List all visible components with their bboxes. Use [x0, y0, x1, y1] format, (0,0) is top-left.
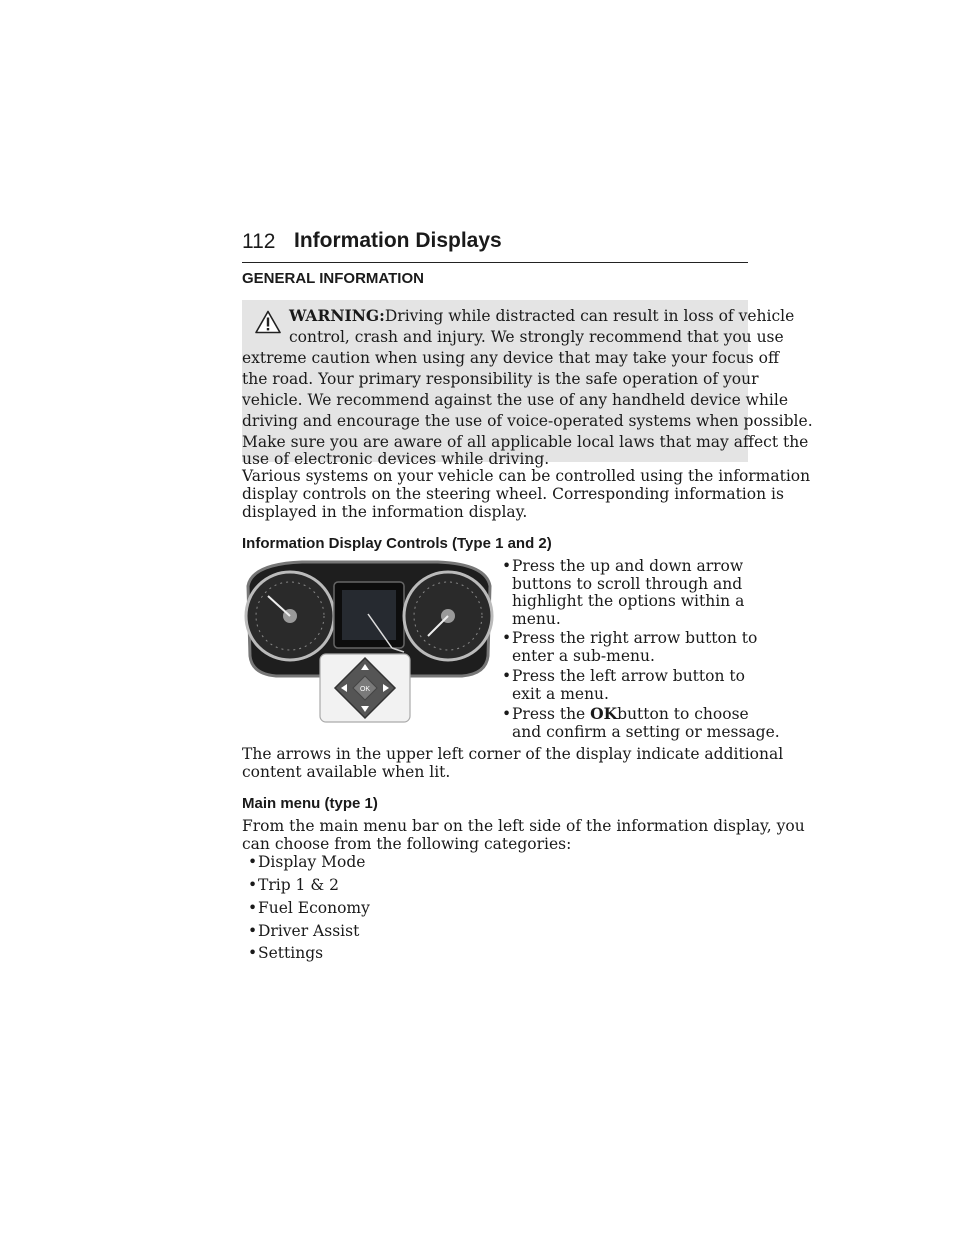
list-item-line: exit a menu. [512, 685, 609, 703]
arrows-note-line: content available when lit. [242, 763, 451, 781]
main-menu-line: From the main menu bar on the left side of the information display, you [242, 817, 805, 835]
warning-line: the road. Your primary responsibility is the safe operation of your [242, 370, 759, 388]
list-item: • Driver Assist [248, 922, 360, 940]
warning-line: WARNING:Driving while distracted can result in loss of vehicle [289, 306, 795, 325]
warning-line: use of electronic devices while driving. [242, 450, 550, 468]
section-title: GENERAL INFORMATION [242, 270, 424, 287]
page-number: 112 [242, 230, 276, 253]
ok-bold: OK [590, 704, 618, 723]
warning-line: driving and encourage the use of voice-operated systems when possible. [242, 412, 813, 430]
controls-heading: Information Display Controls (Type 1 and 2) [242, 535, 552, 552]
warning-box [242, 300, 813, 468]
list-item: • Settings [248, 944, 324, 962]
list-item: • Fuel Economy [248, 899, 370, 917]
intro-line: display controls on the steering wheel. Corresponding information is [242, 485, 784, 503]
list-item-line: buttons to scroll through and [512, 575, 743, 593]
intro-line: Various systems on your vehicle can be controlled using the information [242, 467, 811, 485]
list-item: • Press the left arrow button to [502, 667, 745, 685]
main-menu-line: can choose from the following categories: [242, 835, 572, 853]
intro-line: displayed in the information display. [242, 503, 528, 521]
warning-line: Make sure you are aware of all applicable local laws that may affect the [242, 433, 809, 451]
list-item-line: and confirm a setting or message. [512, 723, 780, 741]
warning-line: extreme caution when using any device that may take your focus off [242, 349, 779, 367]
list-item: • Press the up and down arrow [502, 557, 744, 575]
list-item: • Trip 1 & 2 [248, 876, 339, 894]
ok-button-label: OK [359, 686, 371, 693]
list-item-line: highlight the options within a [512, 592, 745, 610]
list-item: • Display Mode [248, 853, 366, 871]
page-header [242, 228, 748, 263]
list-item-line: enter a sub-menu. [512, 647, 655, 665]
arrows-note-line: The arrows in the upper left corner of the display indicate additional [242, 745, 784, 763]
warning-triangle-icon [255, 310, 281, 334]
list-item-line: menu. [512, 610, 561, 628]
list-item: • Press the right arrow button to [502, 629, 758, 647]
warning-line: control, crash and injury. We strongly recommend that you use [289, 328, 784, 346]
warning-label: WARNING: [289, 306, 385, 325]
chapter-title: Information Displays [294, 229, 502, 252]
warning-line: vehicle. We recommend against the use of any handheld device while [242, 391, 789, 409]
list-item: • Press the OKbutton to choose [502, 704, 749, 723]
instrument-cluster-figure [242, 556, 496, 726]
main-menu-heading: Main menu (type 1) [242, 795, 378, 812]
